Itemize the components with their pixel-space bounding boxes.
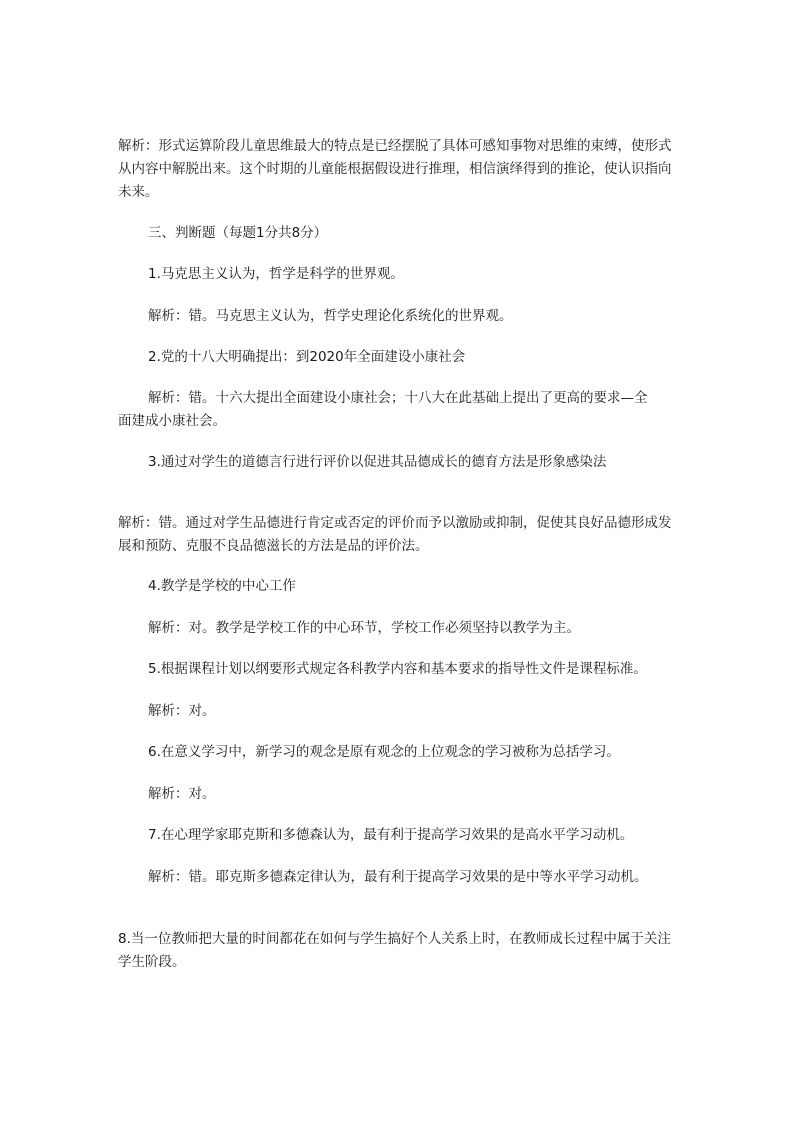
question-4: 4.教学是学校的中心工作 xyxy=(148,578,296,594)
analysis-4: 解析：对。教学是学校工作的中心环节，学校工作必须坚持以教学为主。 xyxy=(148,620,580,636)
analysis-2: 解析：错。十六大提出全面建设小康社会；十八大在此基础上提出了更高的要求—全面建成小康社会。 xyxy=(118,390,648,429)
question-3: 3.通过对学生的道德言行进行评价以促进其品德成长的德育方法是形象感染法 xyxy=(148,454,607,470)
section-heading: 三、判断题（每题1分共8分） xyxy=(148,225,328,241)
question-2: 2.党的十八大明确提出：到2020年全面建设小康社会 xyxy=(148,349,466,365)
analysis-5: 解析：对。 xyxy=(148,703,216,719)
question-5: 5.根据课程计划以纲要形式规定各科教学内容和基本要求的指导性文件是课程标准。 xyxy=(148,661,647,677)
question-1: 1.马克思主义认为，哲学是科学的世界观。 xyxy=(148,266,404,282)
analysis-paragraph: 解析：形式运算阶段儿童思维最大的特点是已经摆脱了具体可感知事物对思维的束缚，使形式从内容中解脱出来。这个时期的儿童能根据假设进行推理，相信演绎得到的推论，使认识指向未来。 xyxy=(118,138,672,200)
analysis-1: 解析：错。马克思主义认为，哲学史理论化系统化的世界观。 xyxy=(148,308,513,324)
question-6: 6.在意义学习中，新学习的观念是原有观念的上位观念的学习被称为总括学习。 xyxy=(148,744,620,760)
analysis-6: 解析：对。 xyxy=(148,786,216,802)
question-8: 8.当一位教师把大量的时间都花在如何与学生搞好个人关系上时，在教师成长过程中属于关注学生阶段。 xyxy=(118,931,671,970)
question-7: 7.在心理学家耶克斯和多德森认为，最有利于提高学习效果的是高水平学习动机。 xyxy=(148,827,634,843)
analysis-7: 解析：错。耶克斯多德森定律认为，最有利于提高学习效果的是中等水平学习动机。 xyxy=(148,869,648,885)
analysis-3: 解析：错。通过对学生品德进行肯定或否定的评价而予以激励或抑制，促使其良好品德形成发展和预防、克服不良品德滋长的方法是品的评价法。 xyxy=(118,515,672,554)
